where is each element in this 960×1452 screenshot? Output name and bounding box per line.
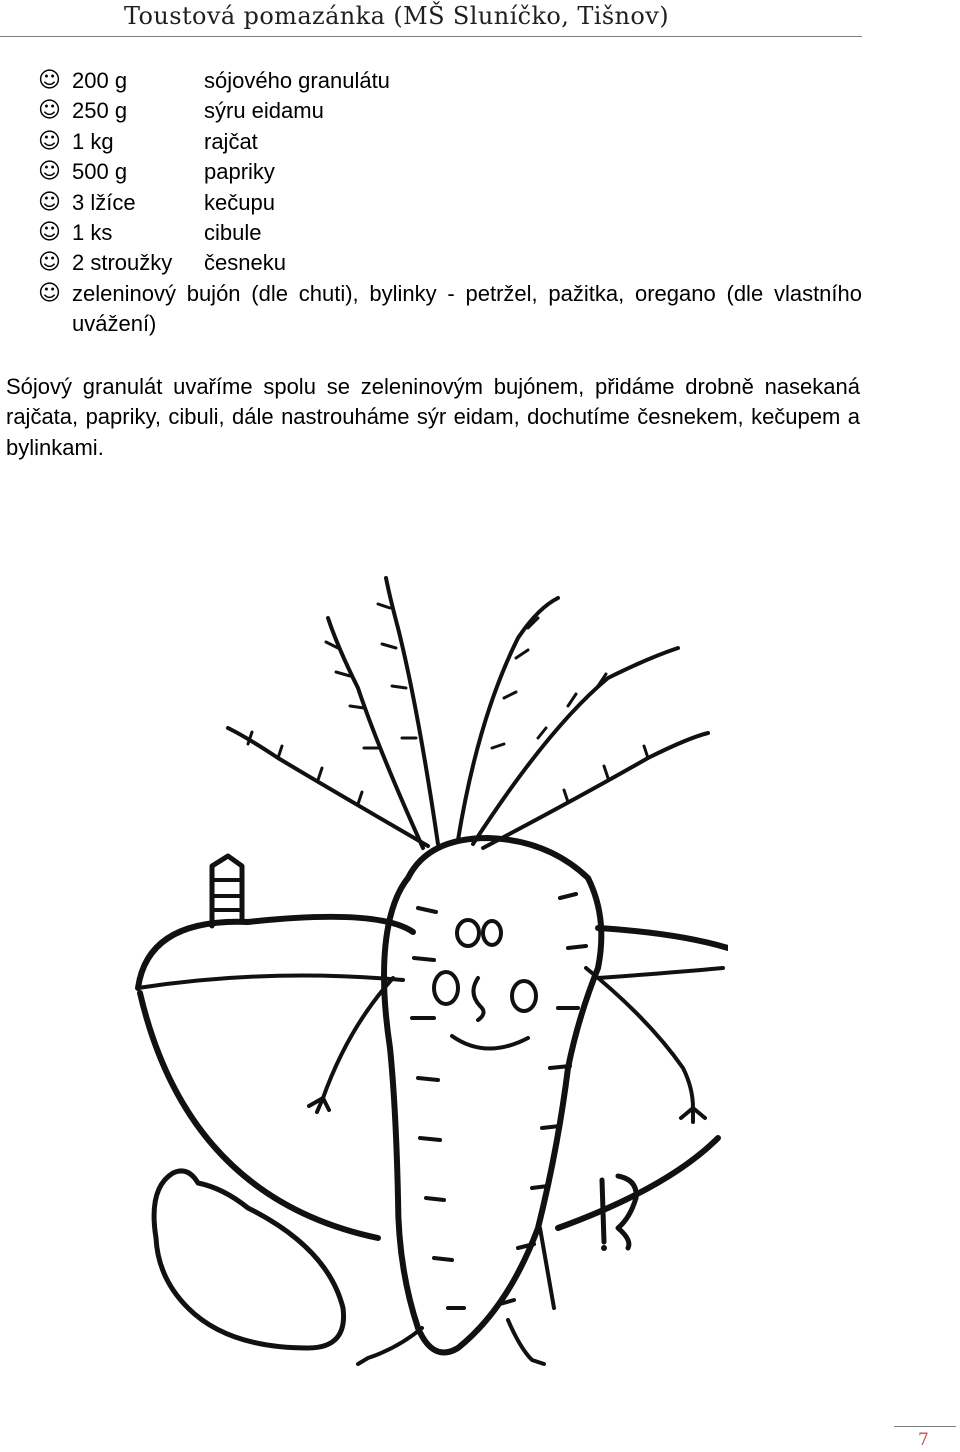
bowl-outline	[598, 928, 728, 948]
carrot-drawing	[128, 548, 728, 1398]
signature	[602, 1176, 636, 1248]
list-item	[0, 96, 862, 126]
carrot-body	[384, 838, 601, 1353]
list-item	[0, 157, 862, 187]
ingredient-name: rajčat	[204, 128, 258, 154]
footer-divider	[894, 1426, 956, 1427]
ingredient-name: sójového granulátu	[204, 68, 390, 93]
list-item	[0, 279, 862, 340]
list-item	[0, 66, 862, 96]
ingredient-name: česneku	[204, 250, 286, 276]
ingredient-quantity: 3 lžíce	[72, 189, 136, 215]
ingredient-name: papriky	[204, 159, 275, 185]
ingredient-quantity: 500 g	[72, 159, 128, 185]
method-paragraph: Sójový granulát uvaříme spolu se zeleninovým bujónem, přidáme drobně nasekaná rajčata, papriky, cibuli, dále nastrouháme sýr eidam, dochutíme česnekem, kečupem a bylinkami.	[6, 374, 860, 460]
smiley-face-icon: ☺	[38, 98, 61, 124]
chimney	[212, 880, 242, 910]
carrot-leg-right	[508, 1320, 544, 1364]
carrot-leaves	[458, 598, 558, 840]
ingredient-name: kečupu	[204, 189, 275, 215]
page-number: 7	[918, 1430, 929, 1450]
carrot-hand-right	[681, 1108, 705, 1122]
list-item	[0, 218, 862, 248]
page-header-title: Toustová pomazánka (MŠ Sluníčko, Tišnov)	[124, 2, 669, 30]
list-item	[0, 248, 862, 278]
carrot-leaves	[483, 733, 708, 848]
bowl-outline	[558, 1138, 718, 1228]
bowl-rim	[138, 976, 403, 989]
ingredient-list	[0, 66, 862, 340]
ingredient-quantity: 250 g	[72, 98, 128, 124]
stick	[540, 1228, 554, 1308]
carrot-eye	[457, 920, 479, 946]
ingredient-name: sýru eidamu	[204, 98, 324, 124]
smiley-face-icon: ☺	[38, 189, 61, 215]
carrot-leaves	[473, 648, 678, 844]
carrot-eye	[483, 921, 501, 945]
ingredient-quantity: 1 ks	[72, 219, 113, 245]
carrot-cheek	[434, 972, 458, 1004]
list-item	[0, 188, 862, 218]
carrot-leg-left	[358, 1328, 422, 1364]
smiley-face-icon: ☺	[38, 280, 61, 306]
ingredient-quantity: 1 kg	[72, 128, 114, 154]
smiley-face-icon: ☺	[38, 68, 61, 93]
ingredient-quantity: 2 stroužky	[72, 250, 173, 276]
ingredient-name: cibule	[204, 219, 262, 245]
bowl-outline	[140, 993, 378, 1238]
bowl-rim	[598, 968, 723, 978]
carrot-ridges	[412, 894, 586, 1308]
signature	[601, 1245, 607, 1251]
carrot-nose	[473, 978, 483, 1020]
smiley-face-icon: ☺	[38, 219, 61, 245]
ingredient-quantity: 200 g	[72, 68, 128, 93]
header-divider	[0, 36, 862, 37]
smiley-face-icon: ☺	[38, 128, 61, 154]
bottle	[154, 1171, 343, 1348]
ingredient-note: zeleninový bujón (dle chuti), bylinky - petržel, pažitka, oregano (dle vlastního uvážení)	[72, 280, 862, 337]
carrot-leaves	[386, 578, 438, 844]
carrot-arm-right	[586, 968, 693, 1108]
chimney	[212, 856, 242, 926]
smiley-face-icon: ☺	[38, 159, 61, 185]
carrot-cheek	[512, 981, 536, 1011]
smiley-face-icon: ☺	[38, 250, 61, 276]
carrot-hand-left	[309, 1098, 329, 1112]
carrot-mouth	[452, 1036, 528, 1049]
list-item	[0, 127, 862, 157]
